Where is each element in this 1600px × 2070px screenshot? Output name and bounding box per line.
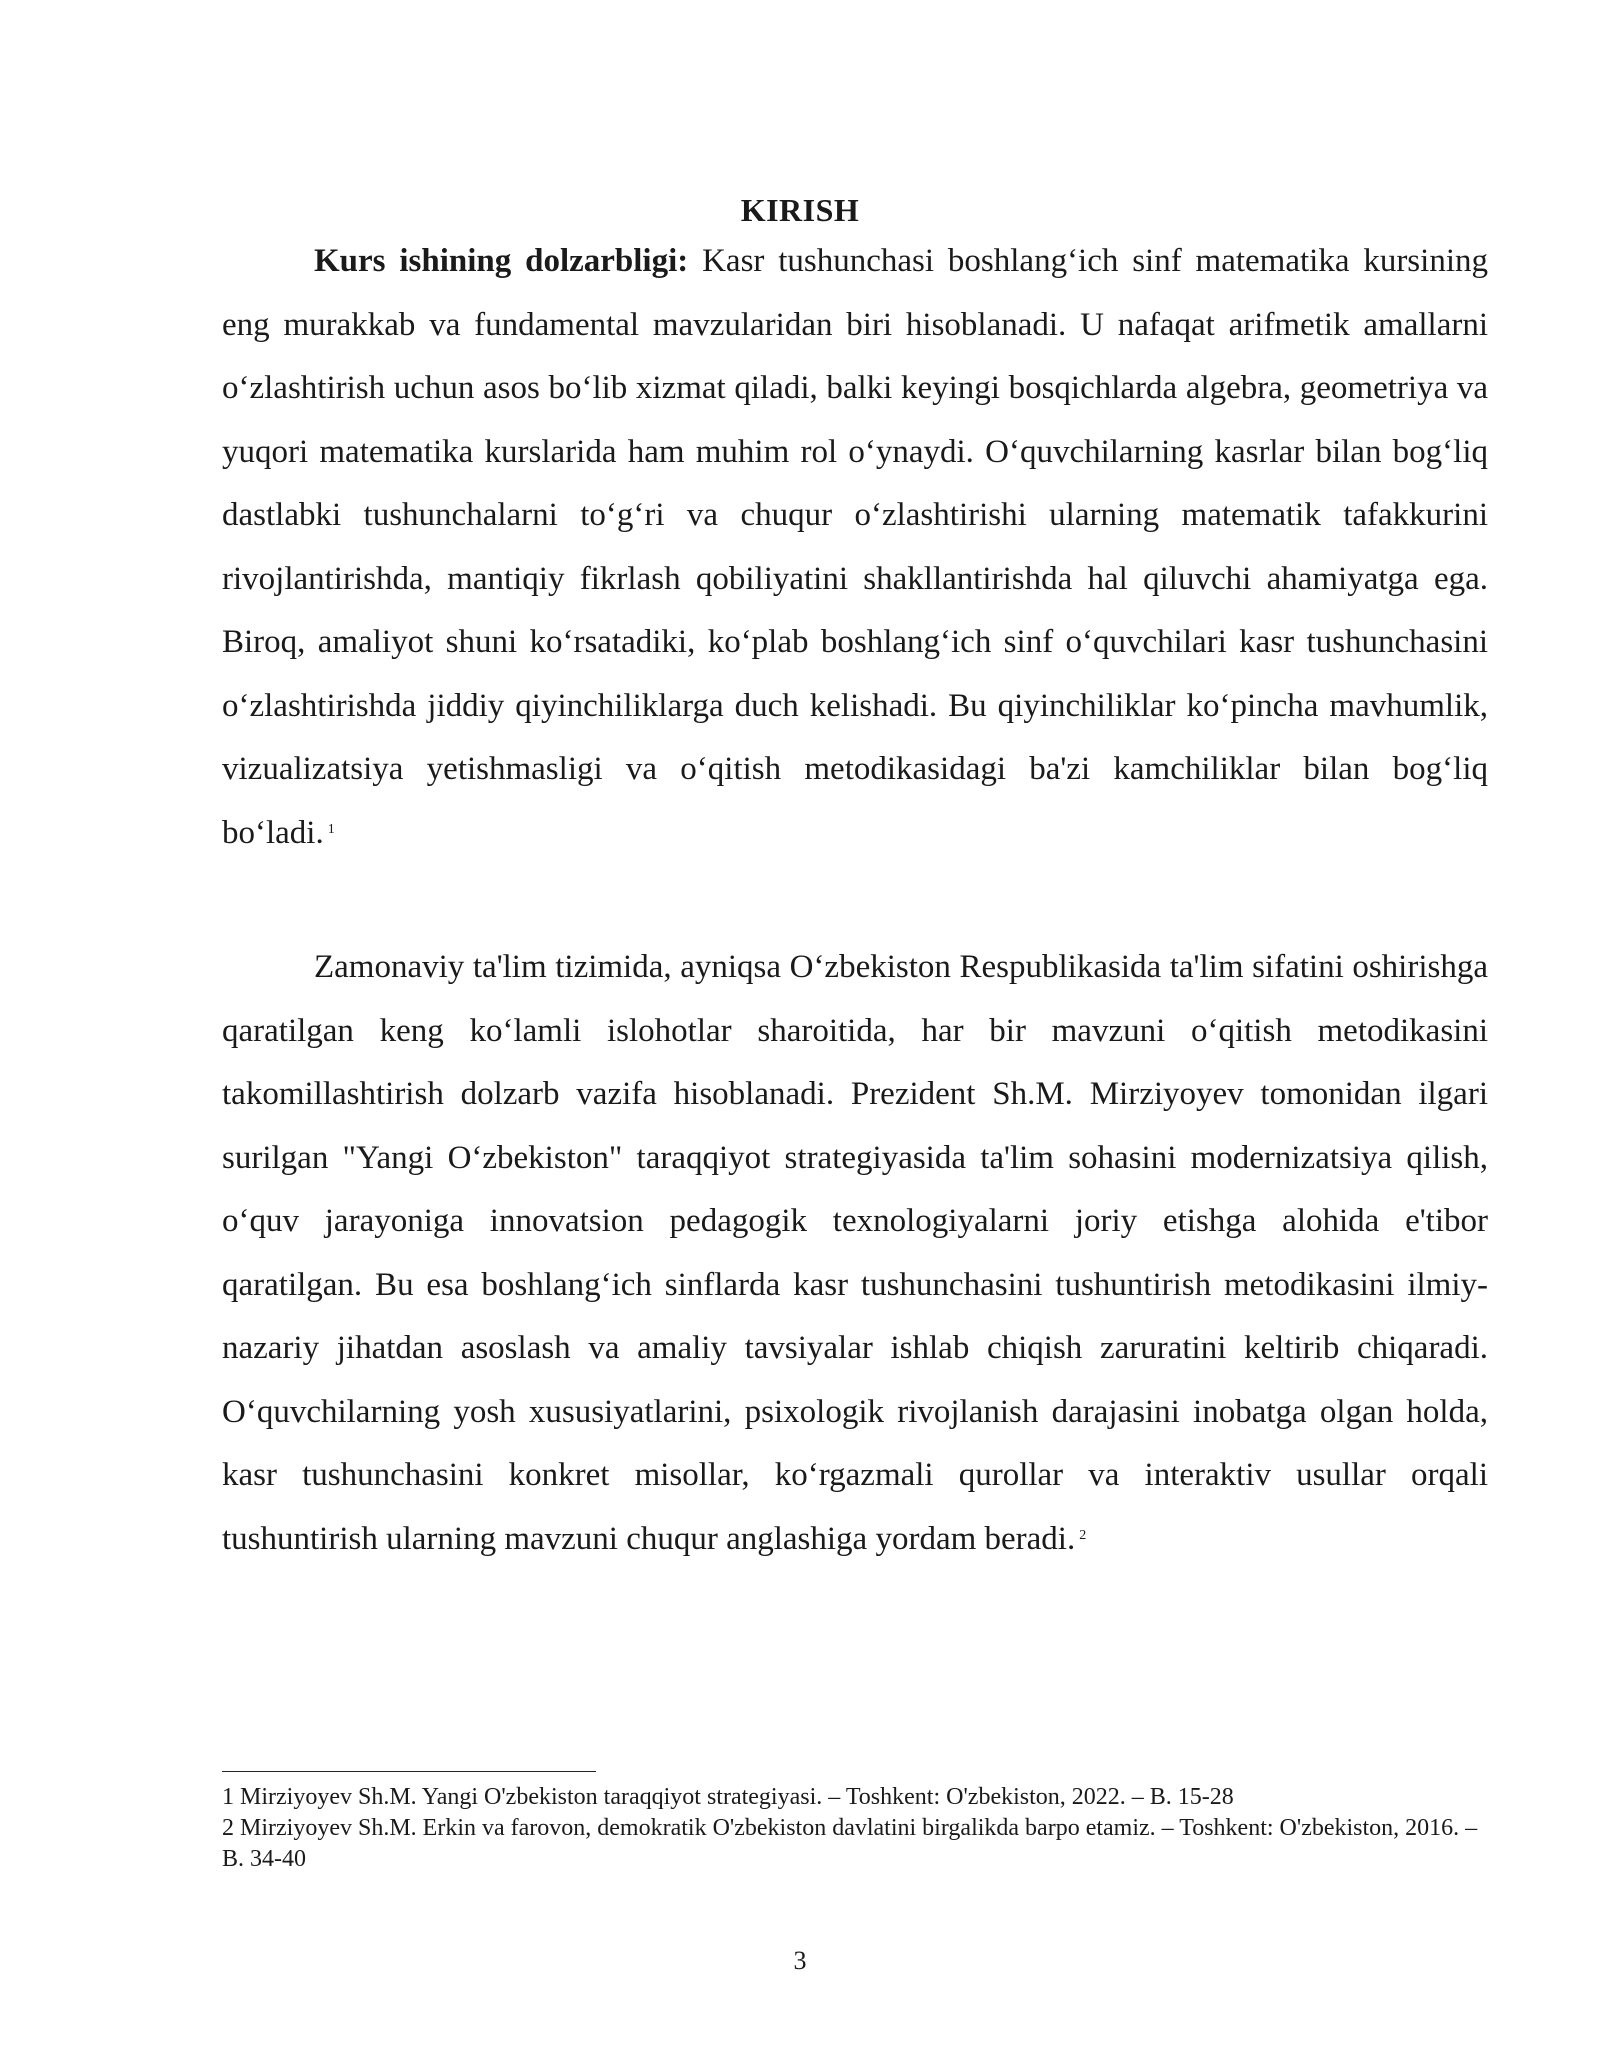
- paragraph-relevance: [222, 230, 1488, 865]
- paragraph-modern-education: [222, 936, 1488, 1571]
- page-title: KIRISH: [740, 192, 860, 228]
- footnote-ref-2: 2: [1079, 1527, 1087, 1543]
- footnotes: [222, 1782, 1488, 1875]
- footnote-2: 2 Mirziyoyev Sh.M. Erkin va farovon, demokratik O'zbekiston davlatini birgalikda barpo etamiz. – Toshkent: O'zbekiston, 2016. – B. 34-40: [222, 1815, 1478, 1872]
- footnote-1: 1 Mirziyoyev Sh.M. Yangi O'zbekiston taraqqiyot strategiyasi. – Toshkent: O'zbekiston, 2022. – B. 15-28: [222, 1784, 1234, 1810]
- footnote-divider: [222, 1771, 596, 1772]
- paragraph-lead: Kurs ishining dolzarbligi:: [314, 243, 689, 279]
- paragraph-text: Zamonaviy ta'lim tizimida, ayniqsa O‘zbekiston Respublikasida ta'lim sifatini oshirishga qaratilgan keng ko‘lamli islohotlar sharoitida, har bir mavzuni o‘qitish metodikasini takomillashtirish dolzarb vazifa hisoblanadi. Prezident Sh.M. Mirziyoyev tomonidan ilgari surilgan "Yangi O‘zbekiston" taraqqiyot strategiyasida ta'lim sohasini modernizatsiya qilish, o‘quv jarayoniga innovatsion pedagogik texnologiyalarni joriy etishga alohida e'tibor qaratilgan. Bu esa boshlang‘ich sinflarda kasr tushunchasini tushuntirish metodikasini ilmiy-nazariy jihatdan asoslash va amaliy tavsiyalar ishlab chiqish zaruratini keltirib chiqaradi. O‘quvchilarning yosh xususiyatlarini, psixologik rivojlanish darajasini inobatga olgan holda, kasr tushunchasini konkret misollar, ko‘rgazmali qurollar va interaktiv usullar orqali tushuntirish ularning mavzuni chuqur anglashiga yordam beradi.: [222, 949, 1488, 1557]
- page-number: 3: [793, 1946, 807, 1975]
- footnote-ref-1: 1: [327, 821, 335, 837]
- paragraph-text: Kasr tushunchasi boshlang‘ich sinf matematika kursining eng murakkab va fundamental mavzularidan biri hisoblanadi. U nafaqat arifmetik amallarni o‘zlashtirish uchun asos bo‘lib xizmat qiladi, balki keyingi bosqichlarda algebra, geometriya va yuqori matematika kurslarida ham muhim rol o‘ynaydi. O‘quvchilarning kasrlar bilan bog‘liq dastlabki tushunchalarni to‘g‘ri va chuqur o‘zlashtirishi ularning matematik tafakkurini rivojlantirishda, mantiqiy fikrlash qobiliyatini shakllantirishda hal qiluvchi ahamiyatga ega. Biroq, amaliyot shuni ko‘rsatadiki, ko‘plab boshlang‘ich sinf o‘quvchilari kasr tushunchasini o‘zlashtirishda jiddiy qiyinchiliklarga duch kelishadi. Bu qiyinchiliklar ko‘pincha mavhumlik, vizualizatsiya yetishmasligi va o‘qitish metodikasidagi ba'zi kamchiliklar bilan bog‘liq bo‘ladi.: [222, 243, 1488, 851]
